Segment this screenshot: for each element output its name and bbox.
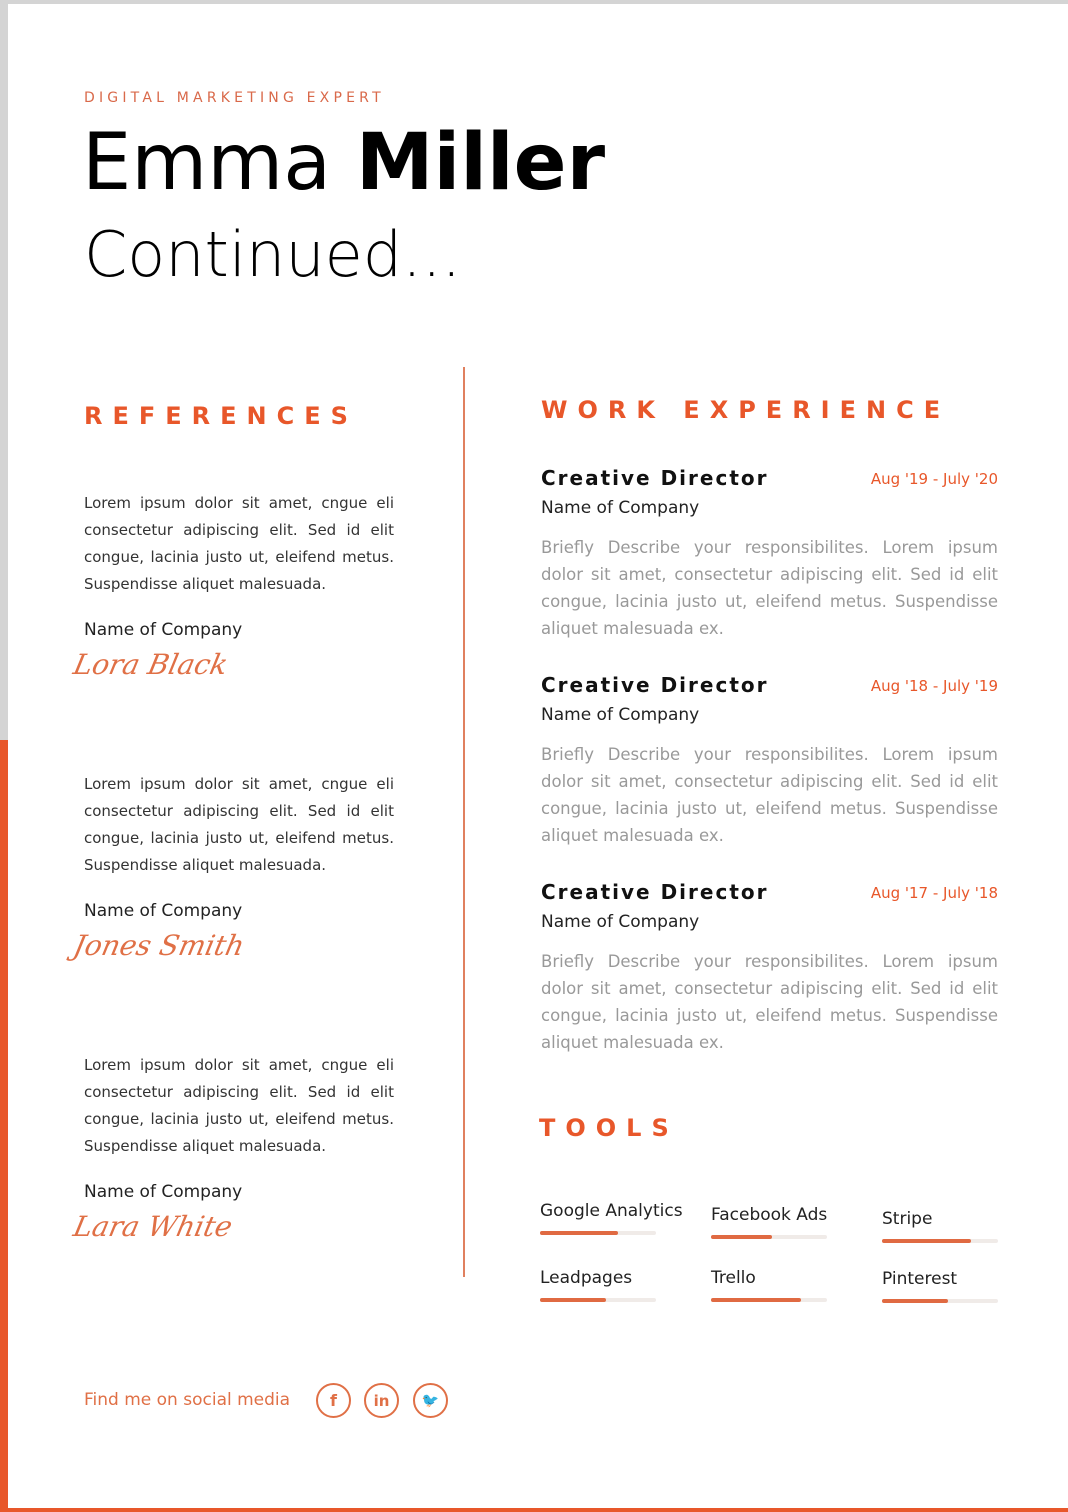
reference-text: Lorem ipsum dolor sit amet, cngue eli consectetur adipiscing elit. Sed id elit congue, lacinia justo ut, eleifend metus. Suspendisse aliquet malesuada. xyxy=(84,1056,394,1155)
job-company: Name of Company xyxy=(541,498,700,518)
tool-level-bar xyxy=(540,1231,656,1235)
top-border xyxy=(0,0,1068,4)
continued-heading: Continued... xyxy=(84,218,462,291)
tool-item xyxy=(711,1205,827,1239)
tool-item xyxy=(540,1201,683,1235)
job-dates: Aug '17 - July '18 xyxy=(870,884,998,902)
reference-text: Lorem ipsum dolor sit amet, cngue eli consectetur adipiscing elit. Sed id elit congue, lacinia justo ut, eleifend metus. Suspendisse aliquet malesuada. xyxy=(84,775,394,874)
tool-name: Trello xyxy=(711,1268,756,1288)
first-name: Emma xyxy=(82,118,332,208)
job-entry xyxy=(541,673,998,849)
job-description: Briefly Describe your responsibilites. Lorem ipsum dolor sit amet, consectetur adipiscing elit. Sed id elit congue, lacinia justo ut, eleifend metus. Suspendisse aliquet malesuada ex. xyxy=(541,952,998,1052)
last-name: Miller xyxy=(355,118,606,208)
tool-level-bar xyxy=(882,1299,998,1303)
work-experience-heading: WORK EXPERIENCE xyxy=(541,396,951,424)
reference-item xyxy=(70,1052,394,1243)
job-dates: Aug '18 - July '19 xyxy=(870,677,998,695)
facebook-icon[interactable]: f xyxy=(316,1383,351,1418)
tool-level-fill xyxy=(540,1231,618,1235)
reference-company: Name of Company xyxy=(84,620,243,640)
reference-item xyxy=(70,490,394,681)
tool-level-bar xyxy=(540,1298,656,1302)
tool-level-bar xyxy=(711,1235,827,1239)
tool-name: Leadpages xyxy=(540,1268,633,1288)
job-company: Name of Company xyxy=(541,912,700,932)
reference-company: Name of Company xyxy=(84,1182,243,1202)
job-company: Name of Company xyxy=(541,705,700,725)
tool-item xyxy=(882,1269,998,1303)
job-dates: Aug '19 - July '20 xyxy=(870,470,998,488)
job-entry xyxy=(541,880,998,1056)
tools-heading: TOOLS xyxy=(539,1114,679,1142)
job-title: Creative Director xyxy=(541,880,769,904)
tool-name: Pinterest xyxy=(882,1269,958,1289)
tool-item xyxy=(882,1209,998,1243)
references-heading: REFERENCES xyxy=(84,402,358,430)
tool-level-bar xyxy=(711,1298,827,1302)
signature: Lora Black xyxy=(70,648,231,681)
job-subtitle: DIGITAL MARKETING EXPERT xyxy=(84,90,385,106)
job-title: Creative Director xyxy=(541,466,769,490)
name-heading xyxy=(82,118,605,208)
linkedin-icon[interactable]: in xyxy=(364,1383,399,1418)
tool-item xyxy=(711,1268,827,1302)
job-description: Briefly Describe your responsibilites. Lorem ipsum dolor sit amet, consectetur adipiscing elit. Sed id elit congue, lacinia justo ut, eleifend metus. Suspendisse aliquet malesuada ex. xyxy=(541,745,998,845)
left-border xyxy=(0,0,8,740)
tool-level-bar xyxy=(882,1239,998,1243)
tool-item xyxy=(540,1268,656,1302)
tool-level-fill xyxy=(711,1235,772,1239)
social-label: Find me on social media xyxy=(84,1390,291,1410)
tool-level-fill xyxy=(882,1299,948,1303)
tool-name: Google Analytics xyxy=(540,1201,683,1221)
left-accent-bar xyxy=(0,740,8,1512)
tool-level-fill xyxy=(882,1239,971,1243)
tool-level-fill xyxy=(540,1298,606,1302)
tool-name: Stripe xyxy=(882,1209,933,1229)
signature: Jones Smith xyxy=(70,929,248,962)
job-entry xyxy=(541,466,998,642)
reference-company: Name of Company xyxy=(84,901,243,921)
job-title: Creative Director xyxy=(541,673,769,697)
column-divider xyxy=(463,367,465,1277)
tool-name: Facebook Ads xyxy=(711,1205,828,1225)
tool-level-fill xyxy=(711,1298,801,1302)
reference-item xyxy=(70,771,394,962)
twitter-icon[interactable]: 🐦 xyxy=(413,1383,448,1418)
bottom-accent-line xyxy=(0,1508,1068,1512)
job-description: Briefly Describe your responsibilites. Lorem ipsum dolor sit amet, consectetur adipiscing elit. Sed id elit congue, lacinia justo ut, eleifend metus. Suspendisse aliquet malesuada ex. xyxy=(541,538,998,638)
signature: Lara White xyxy=(70,1210,236,1243)
reference-text: Lorem ipsum dolor sit amet, cngue eli consectetur adipiscing elit. Sed id elit congue, lacinia justo ut, eleifend metus. Suspendisse aliquet malesuada. xyxy=(84,494,394,593)
